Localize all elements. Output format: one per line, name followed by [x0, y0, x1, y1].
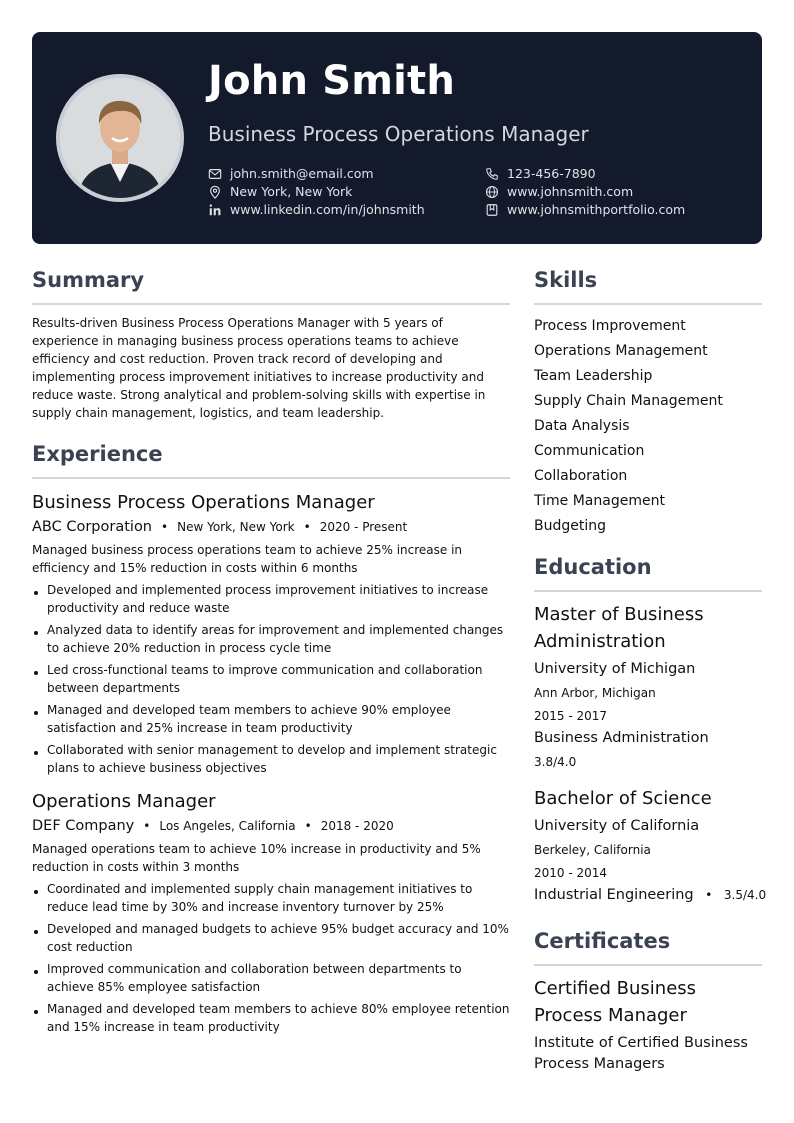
mail-icon: [208, 167, 222, 181]
profile-photo: [56, 74, 184, 202]
education-heading: Education: [534, 555, 762, 592]
map-pin-icon: [208, 185, 222, 199]
degree-title: Bachelor of Science: [534, 788, 712, 809]
skill-item: Team Leadership: [534, 368, 653, 384]
certificate-issuer: Institute of Certified Business Process Managers: [534, 1035, 748, 1072]
location-text: New York, New York: [230, 184, 353, 199]
bullet-item: Developed and managed budgets to achieve 95% budget accuracy and 10% cost reduction: [32, 920, 510, 956]
candidate-title: Business Process Operations Manager: [208, 122, 589, 146]
education-entry: [534, 601, 762, 771]
job-bullets: [32, 880, 510, 1036]
main-column: [32, 268, 510, 1040]
skills-section: [534, 268, 762, 539]
education-gpa: 3.8/4.0: [534, 755, 577, 769]
globe-icon: [485, 185, 499, 199]
skill-item: Time Management: [534, 493, 665, 509]
job-entry: [32, 492, 510, 777]
job-meta: [32, 818, 510, 834]
certificate-name: Certified Business Process Manager: [534, 978, 697, 1026]
phone-icon: [485, 167, 499, 181]
degree-title: Master of Business Administration: [534, 604, 704, 652]
website-text: www.johnsmith.com: [507, 184, 634, 199]
skill-item: Operations Management: [534, 343, 708, 359]
separator-dot: •: [304, 819, 312, 833]
bullet-item: Led cross-functional teams to improve communication and collaboration between departments: [32, 661, 510, 697]
contact-linkedin[interactable]: [208, 202, 485, 217]
university-name: University of Michigan: [534, 661, 696, 677]
contact-location: [208, 184, 485, 199]
person-avatar-icon: [60, 78, 180, 198]
job-entry: [32, 791, 510, 1036]
bullet-item: Improved communication and collaboration between departments to achieve 85% employee satisfaction: [32, 960, 510, 996]
job-dates: 2020 - Present: [319, 520, 408, 534]
summary-heading: Summary: [32, 268, 510, 305]
education-field: Industrial Engineering: [534, 887, 694, 903]
separator-dot: •: [303, 520, 311, 534]
candidate-name: John Smith: [208, 58, 456, 104]
job-meta: [32, 519, 510, 535]
email-text: john.smith@email.com: [230, 166, 374, 181]
contact-portfolio[interactable]: [485, 202, 728, 217]
phone-text: 123-456-7890: [507, 166, 596, 181]
job-location: Los Angeles, California: [159, 819, 296, 833]
job-title: Business Process Operations Manager: [32, 492, 375, 513]
bullet-item: Collaborated with senior management to develop and implement strategic plans to achieve business objectives: [32, 741, 510, 777]
skills-heading: Skills: [534, 268, 762, 305]
skill-item: Collaboration: [534, 468, 628, 484]
job-dates: 2018 - 2020: [320, 819, 394, 833]
job-bullets: [32, 581, 510, 777]
separator-dot: •: [161, 520, 169, 534]
summary-section: [32, 268, 510, 422]
skill-item: Communication: [534, 443, 645, 459]
bullet-item: Managed and developed team members to achieve 90% employee satisfaction and 25% increase in team productivity: [32, 701, 510, 737]
linkedin-text: www.linkedin.com/in/johnsmith: [230, 202, 425, 217]
education-section: [534, 555, 767, 905]
job-description: Managed operations team to achieve 10% increase in productivity and 5% reduction in costs within 3 months: [32, 842, 481, 874]
education-entry: [534, 785, 767, 905]
job-company: ABC Corporation: [32, 519, 153, 535]
skill-item: Process Improvement: [534, 318, 686, 334]
bullet-item: Analyzed data to identify areas for improvement and implemented changes to achieve 20% reduction in process cycle time: [32, 621, 510, 657]
skill-item: Data Analysis: [534, 418, 630, 434]
summary-text: Results-driven Business Process Operations Manager with 5 years of experience in managing business process operations teams to achieve efficiency and cost reduction. Proven track record of developing and implementing process improvement initiatives to increase productivity and reduce waste. Strong analytical and problem-solving skills with expertise in supply chain management, logistics, and team leadership.: [32, 316, 486, 420]
education-gpa: 3.5/4.0: [723, 888, 767, 902]
resume-header: [32, 32, 762, 244]
contact-info: [208, 166, 728, 217]
linkedin-icon: [208, 203, 222, 217]
university-name: University of California: [534, 818, 700, 834]
contact-website[interactable]: [485, 184, 728, 199]
job-title: Operations Manager: [32, 791, 216, 812]
skills-list: [534, 314, 762, 539]
education-dates: 2015 - 2017: [534, 709, 608, 723]
bullet-item: Coordinated and implemented supply chain management initiatives to reduce lead time by 30% and increase inventory turnover by 25%: [32, 880, 510, 916]
contact-email[interactable]: [208, 166, 485, 181]
skill-item: Supply Chain Management: [534, 393, 723, 409]
skill-item: Budgeting: [534, 518, 607, 534]
experience-heading: Experience: [32, 442, 510, 479]
education-field-line: [534, 885, 767, 905]
education-location: Ann Arbor, Michigan: [534, 686, 656, 700]
job-location: New York, New York: [177, 520, 295, 534]
job-description: Managed business process operations team to achieve 25% increase in efficiency and 15% reduction in costs within 6 months: [32, 543, 463, 575]
education-location: Berkeley, California: [534, 843, 651, 857]
bullet-item: Developed and implemented process improvement initiatives to increase productivity and reduce waste: [32, 581, 510, 617]
education-dates: 2010 - 2014: [534, 866, 608, 880]
certificates-heading: Certificates: [534, 929, 762, 966]
portfolio-text: www.johnsmithportfolio.com: [507, 202, 686, 217]
experience-section: [32, 442, 510, 1036]
separator-dot: •: [143, 819, 151, 833]
contact-phone[interactable]: [485, 166, 728, 181]
certificates-section: [534, 929, 762, 1075]
bullet-item: Managed and developed team members to achieve 80% employee retention and 15% increase in team productivity: [32, 1000, 510, 1036]
education-field: Business Administration: [534, 730, 709, 746]
portfolio-icon: [485, 203, 499, 217]
certificate-entry: [534, 975, 762, 1075]
separator-dot: •: [705, 888, 713, 902]
side-column: [534, 268, 767, 1075]
job-company: DEF Company: [32, 818, 135, 834]
